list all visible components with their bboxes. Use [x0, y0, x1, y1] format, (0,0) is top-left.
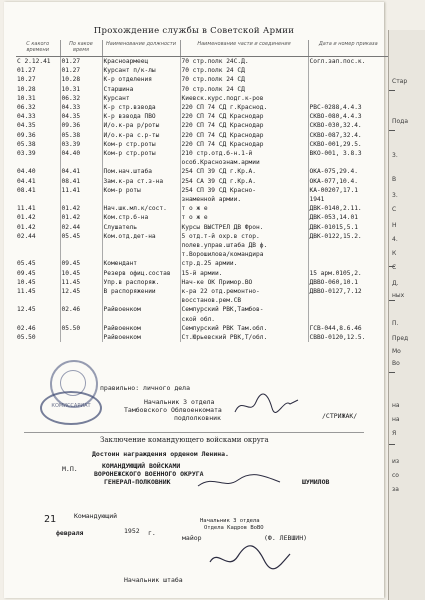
commander-name: ШУМИЛОВ	[302, 478, 330, 486]
from-date-cell: 08.41	[17, 186, 36, 194]
from-date-cell: 10.27	[17, 76, 36, 84]
table-row	[16, 324, 388, 333]
chief-org: Тамбовского Облвоенкомата	[124, 406, 222, 414]
position-cell: Старшина	[102, 85, 180, 94]
oval-stamp-text: КОМИССАРИАТ	[51, 403, 91, 409]
order-cell	[308, 94, 388, 103]
from-date-cell: 03.39	[17, 150, 36, 158]
strip-label: Пода	[392, 118, 409, 125]
position-cell: Красноармеец	[102, 57, 180, 67]
mp-mark: М.П.	[62, 465, 78, 473]
unit-cell: Семпурский РВК Там.обл.	[180, 324, 308, 333]
position-cell: Райвоенком	[102, 324, 180, 333]
table-row	[16, 112, 388, 121]
unit-cell: ской обл.	[180, 315, 308, 324]
from-date-cell: 10.45	[17, 278, 36, 286]
order-cell: 1941	[308, 195, 388, 204]
strip-label: на	[392, 402, 400, 409]
chief-signature	[232, 392, 302, 418]
from-date-cell	[16, 241, 60, 250]
from-date-cell: 01.42	[17, 214, 36, 222]
order-cell: 15 арм.0105,2.	[308, 269, 388, 278]
unit-cell: 70 стр.полк 24 СД	[180, 75, 308, 84]
from-date-cell: 02.44	[17, 232, 36, 240]
unit-cell: 220 СП 74 СД г.Краснод.	[180, 103, 308, 112]
position-cell: Нач.шк.мл.к/сост.	[102, 204, 180, 213]
from-date-cell: 05.50	[17, 334, 36, 342]
position-cell	[102, 241, 180, 250]
to-date-cell	[60, 241, 102, 250]
table-row	[16, 269, 388, 278]
table-row	[16, 333, 388, 342]
position-cell	[102, 315, 180, 324]
unit-cell: особ.Краснознам.армии	[180, 158, 308, 167]
to-date-cell: 11.45	[60, 278, 102, 287]
column-header: Наименование должности	[102, 40, 180, 57]
table-row	[16, 287, 388, 296]
position-cell: Слушатель	[102, 223, 180, 232]
to-date-cell: 05.50	[60, 324, 102, 333]
from-date-cell: 12.45	[17, 306, 36, 314]
divider	[24, 432, 364, 433]
strip-label: Во	[392, 360, 400, 367]
strip-label: К	[392, 250, 397, 257]
from-date-cell: 10.31	[17, 94, 36, 102]
column-header: С какого времени	[16, 40, 60, 57]
to-date-cell: 01.42	[60, 204, 102, 213]
strip-rule	[389, 266, 395, 267]
position-cell: Ком-р стр.роты	[102, 140, 180, 149]
position-cell	[102, 158, 180, 167]
document-title: Прохождение службы в Советской Армии	[93, 26, 295, 36]
strip-label: Мо	[392, 348, 401, 355]
to-date-cell	[60, 195, 102, 204]
strip-label: Я	[392, 430, 397, 437]
to-date-cell	[60, 158, 102, 167]
position-cell: И/о.к-ра с.р-ты	[102, 131, 180, 140]
order-cell	[308, 158, 388, 167]
unit-cell: 254 СП 39 СД г.Кр.А.	[180, 167, 308, 176]
unit-cell: 220 СП 74 СД Краснодар	[180, 131, 308, 140]
table-row	[16, 195, 388, 204]
to-date-cell: 04.33	[60, 103, 102, 112]
order-cell	[308, 241, 388, 250]
bottom-name: (Ф. ЛЕВШИН)	[264, 534, 308, 542]
date-label: Командующий	[74, 512, 118, 520]
order-cell: СВВО-0120,12.5.	[308, 333, 388, 342]
to-date-cell: 12.45	[60, 287, 102, 296]
order-cell	[308, 305, 388, 314]
to-date-cell: 05.38	[60, 131, 102, 140]
strip-rule	[389, 90, 395, 91]
table-row	[16, 204, 388, 213]
position-cell: Курсант	[102, 94, 180, 103]
position-cell: К-р отделения	[102, 75, 180, 84]
chief-title: Начальник 3 отдела	[144, 398, 215, 406]
unit-cell: 15-й армии.	[180, 269, 308, 278]
to-date-cell: 04.40	[60, 149, 102, 158]
strip-label: за	[392, 486, 399, 493]
date-month: февраля	[56, 529, 84, 537]
table-row	[16, 223, 388, 232]
unit-cell: т о ж е	[180, 204, 308, 213]
position-cell: К-р стр.взвода	[102, 103, 180, 112]
strip-label: 4.	[392, 236, 398, 243]
from-date-cell: 11.41	[17, 205, 36, 213]
table-row	[16, 167, 388, 176]
adjacent-page-strip	[388, 30, 425, 600]
strip-label: со	[392, 472, 399, 479]
order-cell: СКВО-087,32.4.	[308, 131, 388, 140]
commander-line-3: ГЕНЕРАЛ-ПОЛКОВНИК	[104, 478, 171, 486]
conclusion-heading: Заключение командующего войсками округа	[100, 436, 269, 444]
from-date-cell: 04.41	[17, 177, 36, 185]
table-row	[16, 315, 388, 324]
bottom-signature	[204, 542, 294, 574]
strip-rule	[389, 300, 395, 301]
table-row	[16, 259, 388, 268]
table-row	[16, 149, 388, 158]
to-date-cell: 10.28	[60, 75, 102, 84]
order-cell: СКВО-080,4.4.3	[308, 112, 388, 121]
order-cell: СКВО-001,29.5.	[308, 140, 388, 149]
order-cell: ДВК-0140,2.11.	[308, 204, 388, 213]
order-cell	[308, 315, 388, 324]
order-cell	[308, 259, 388, 268]
order-cell: ДВВО-0127,7.12	[308, 287, 388, 296]
strip-label: Пред	[392, 335, 409, 342]
unit-cell: 220 СП 74 СД Краснодар	[180, 121, 308, 130]
position-cell: Курсант п/к-лы	[102, 66, 180, 75]
from-date-cell	[16, 315, 60, 324]
table-row	[16, 177, 388, 186]
from-date-cell: 02.46	[17, 324, 36, 332]
position-cell	[102, 250, 180, 259]
bottom-dept: Начальник 3 отдела	[200, 518, 260, 524]
strip-label: Н	[392, 222, 397, 229]
unit-cell: полев.управ.штаба ДВ ф.	[180, 241, 308, 250]
table-row	[16, 213, 388, 222]
position-cell: Райвоенком	[102, 333, 180, 342]
to-date-cell: 09.36	[60, 121, 102, 130]
order-cell: ОКА-077,10.4.	[308, 177, 388, 186]
table-row	[16, 94, 388, 103]
position-cell: К-р взвода ПВО	[102, 112, 180, 121]
column-header: Наименование части и соединения	[180, 40, 308, 57]
from-date-cell: 10.28	[17, 85, 36, 93]
order-cell: ДВК-01015,5.1	[308, 223, 388, 232]
order-cell: Согл.зап.пос.к.	[308, 57, 388, 67]
to-date-cell: 04.35	[60, 112, 102, 121]
table-row	[16, 250, 388, 259]
from-date-cell: 04.35	[17, 122, 36, 130]
order-cell	[308, 75, 388, 84]
order-cell: ДВК-0122,15.2.	[308, 232, 388, 241]
strip-label: Д.	[392, 280, 399, 287]
order-cell	[308, 296, 388, 305]
strip-label: 3.	[392, 192, 398, 199]
unit-cell: 5 отд.т-й охр.в стор.	[180, 232, 308, 241]
strip-label: из	[392, 458, 400, 465]
order-cell: РВС-0288,4.4.3	[308, 103, 388, 112]
table-row	[16, 103, 388, 112]
unit-cell: Семпурский РВК,Тамбов-	[180, 305, 308, 314]
from-date-cell: 09.45	[17, 269, 36, 277]
strip-label: П.	[392, 320, 399, 327]
unit-cell: 70 стр.полк 24 СД	[180, 85, 308, 94]
unit-cell: 70 стр.полк 24 СД	[180, 66, 308, 75]
strip-label: 3.	[392, 152, 398, 159]
document-page	[4, 2, 384, 598]
bottom-dept-2: Отдела Кадров ВоВО	[204, 525, 264, 531]
order-cell: ДВВО-060,10.1	[308, 278, 388, 287]
strip-label: ных	[392, 292, 405, 299]
to-date-cell	[60, 333, 102, 342]
strip-label: С	[392, 264, 397, 271]
table-row	[16, 75, 388, 84]
position-cell: Комендант	[102, 259, 180, 268]
certify-line: правильно: личного дела	[100, 384, 191, 392]
unit-cell: т о ж е	[180, 213, 308, 222]
position-cell: Резерв офиц.состав	[102, 269, 180, 278]
from-date-cell: С 2.12.41	[17, 58, 51, 65]
to-date-cell: 05.45	[60, 232, 102, 241]
from-date-cell	[16, 250, 60, 259]
table-row	[16, 186, 388, 195]
from-date-cell	[16, 195, 60, 204]
order-cell: КА-00207,17.1	[308, 186, 388, 195]
strip-label: Стар	[392, 78, 408, 85]
table-row	[16, 66, 388, 75]
commander-line-2: ВОРОНЕЖСКОГО ВОЕННОГО ОКРУГА	[94, 470, 204, 478]
unit-cell: 220 СП 74 СД Краснодар	[180, 112, 308, 121]
order-cell: ВКО-001, 3.8.3	[308, 149, 388, 158]
position-cell: Пом.нач.штаба	[102, 167, 180, 176]
oval-stamp	[40, 391, 102, 425]
table-row	[16, 131, 388, 140]
table-row	[16, 305, 388, 314]
to-date-cell	[60, 250, 102, 259]
to-date-cell: 10.45	[60, 269, 102, 278]
strip-rule	[389, 130, 395, 131]
position-cell	[102, 195, 180, 204]
table-row	[16, 278, 388, 287]
order-cell: ДВК-053,14.01	[308, 213, 388, 222]
unit-cell: Курсы ВЫСТРЕЛ ДВ Фрон.	[180, 223, 308, 232]
table-row	[16, 121, 388, 130]
to-date-cell: 11.41	[60, 186, 102, 195]
strip-rule	[389, 372, 395, 373]
position-cell: И/о.к-ра р/роты	[102, 121, 180, 130]
unit-cell: 220 СП 74 СД Краснодар	[180, 140, 308, 149]
to-date-cell: 01.27	[60, 66, 102, 75]
unit-cell: к-ра 22 отд.ремонтно-	[180, 287, 308, 296]
to-date-cell: 01.27	[60, 57, 102, 67]
from-date-cell: 01.27	[17, 67, 36, 75]
strip-label: на	[392, 416, 400, 423]
commander-signature	[194, 472, 284, 494]
table-header-row	[16, 40, 388, 57]
from-date-cell: 09.36	[17, 131, 36, 139]
order-cell: ГСВ-044,8.6.46	[308, 324, 388, 333]
table-row	[16, 158, 388, 167]
to-date-cell	[60, 315, 102, 324]
strip-label: В	[392, 176, 397, 183]
position-cell: Райвоенком	[102, 305, 180, 314]
column-header: Дата и номер приказа	[308, 40, 388, 57]
unit-cell: 254 СП 39 СД Красно-	[180, 186, 308, 195]
to-date-cell: 04.41	[60, 167, 102, 176]
to-date-cell: 09.45	[60, 259, 102, 268]
date-suffix: г.	[148, 529, 156, 537]
strip-label: С	[392, 206, 397, 213]
from-date-cell	[16, 158, 60, 167]
position-cell: Ком.отд.дет-на	[102, 232, 180, 241]
position-cell: Зам.к-ра ст.з-на	[102, 177, 180, 186]
table-row	[16, 241, 388, 250]
order-cell: СКВО-030,32.4.	[308, 121, 388, 130]
commander-line-1: КОМАНДУЮЩИЙ ВОЙСКАМИ	[102, 462, 181, 470]
table-row	[16, 85, 388, 94]
from-date-cell: 05.45	[17, 260, 36, 268]
chief-name: /СТРИЖАК/	[322, 412, 358, 420]
order-cell	[308, 250, 388, 259]
position-cell: Ком-р стр.роты	[102, 149, 180, 158]
unit-cell: 70 стр.полк 24С.Д.	[180, 57, 308, 67]
to-date-cell	[60, 296, 102, 305]
bottom-chief: Начальник штаба	[124, 576, 183, 584]
service-record-table	[16, 40, 388, 342]
date-year: 1952	[124, 527, 140, 535]
unit-cell: 254 СА 39 СД г.Кр.А.	[180, 177, 308, 186]
unit-cell: знаменной армии.	[180, 195, 308, 204]
to-date-cell: 02.44	[60, 223, 102, 232]
position-cell: Ком-р роты	[102, 186, 180, 195]
table-row	[16, 140, 388, 149]
table-row	[16, 232, 388, 241]
table-row	[16, 296, 388, 305]
conclusion-text: Достоин награждения орденом Ленина.	[92, 450, 229, 458]
unit-cell: восстанов.рем.СВ	[180, 296, 308, 305]
order-cell	[308, 85, 388, 94]
position-cell	[102, 296, 180, 305]
to-date-cell: 10.31	[60, 85, 102, 94]
position-cell: Ком.стр.б-на	[102, 213, 180, 222]
to-date-cell: 02.46	[60, 305, 102, 314]
unit-cell: т.Ворошилова/командира	[180, 250, 308, 259]
unit-cell: 210 стр.отд.б-н.1-й	[180, 149, 308, 158]
position-cell: В распоряжении	[102, 287, 180, 296]
order-cell	[308, 66, 388, 75]
from-date-cell: 05.38	[17, 140, 36, 148]
unit-cell: стр.д.25 армии.	[180, 259, 308, 268]
to-date-cell: 03.39	[60, 140, 102, 149]
bottom-rank: майор	[182, 534, 202, 542]
from-date-cell	[16, 296, 60, 305]
to-date-cell: 08.41	[60, 177, 102, 186]
unit-cell: Ст.Юрьевский РВК,Т/обл.	[180, 333, 308, 342]
column-header: По какое время	[60, 40, 102, 57]
from-date-cell: 04.33	[17, 113, 36, 121]
strip-rule	[389, 444, 395, 445]
from-date-cell: 06.32	[17, 104, 36, 112]
from-date-cell: 01.42	[17, 223, 36, 231]
chief-rank: подполковник	[174, 414, 221, 422]
table-row	[16, 57, 388, 67]
date-day: 21	[44, 514, 57, 525]
position-cell: Упр.в распоряж.	[102, 278, 180, 287]
from-date-cell: 11.45	[17, 288, 36, 296]
to-date-cell: 06.32	[60, 94, 102, 103]
from-date-cell: 04.40	[17, 168, 36, 176]
unit-cell: Нач-ке ОК Примор.ВО	[180, 278, 308, 287]
order-cell: ОКА-075,29.4.	[308, 167, 388, 176]
unit-cell: Киевск.курс.подг.к-ров	[180, 94, 308, 103]
to-date-cell: 01.42	[60, 213, 102, 222]
